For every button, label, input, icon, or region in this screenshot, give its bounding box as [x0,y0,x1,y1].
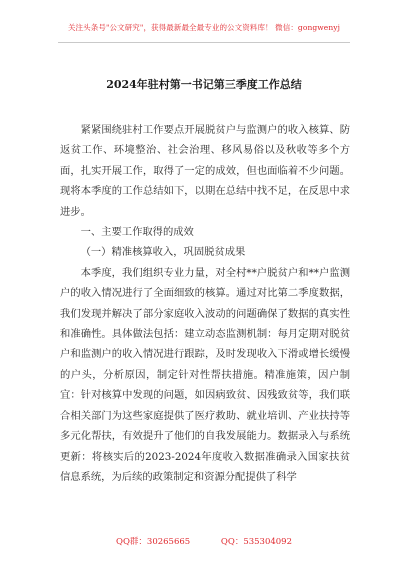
subsection-heading: （一）精准核算收入，巩固脱贫成果 [80,246,246,259]
document-title: 2024年驻村第一书记第三季度工作总结 [106,78,302,91]
header-divider [58,42,350,43]
header-banner: 关注头条号"公文研究"，获得最新最全最专业的公文资料库！ 微信：gongwenyj [67,23,341,32]
footer-qq-group: QQ群：30265665 [115,537,191,547]
footer-qq: QQ：535304092 [220,537,292,547]
section-heading: 一、主要工作取得的成效 [80,226,194,239]
document-body [60,120,350,487]
footer-contact [0,535,408,547]
intro-paragraph: 紧紧围绕驻村工作要点开展脱贫户与监测户的收入核算、防返贫工作、环境整治、社会治理、移风易俗以及秋收等多个方面，扎实开展工作，取得了一定的成效，但也面临着不少问题。现将本季度的工作总结如下，以期在总结中找不足，在反思中求进步。 [60,124,350,218]
body-paragraph: 本季度，我们组织专业力量，对全村**户脱贫户和**户监测户的收入情况进行了全面细致的核算。通过对比第二季度数据，我们发现并解决了部分家庭收入波动的问题确保了数据的真实性和准确性。具体做法包括：建立动态监测机制：每月定期对脱贫户和监测户的收入情况进行跟踪，及时发现收入下滑或增长缓慢的户头，分析原因，制定针对性帮扶措施。精准施策，因户制宜：针对核算中发现的问题，如因病致贫、因残致贫等，我们联合相关部门为这些家庭提供了医疗救助、就业培训、产业扶持等多元化帮扶，有效提升了他们的自我发展能力。数据录入与系统更新：将核实后的2023-2024年度收入数据准确录入国家扶贫信息系统，为后续的政策制定和资源分配提供了科学 [60,266,350,483]
